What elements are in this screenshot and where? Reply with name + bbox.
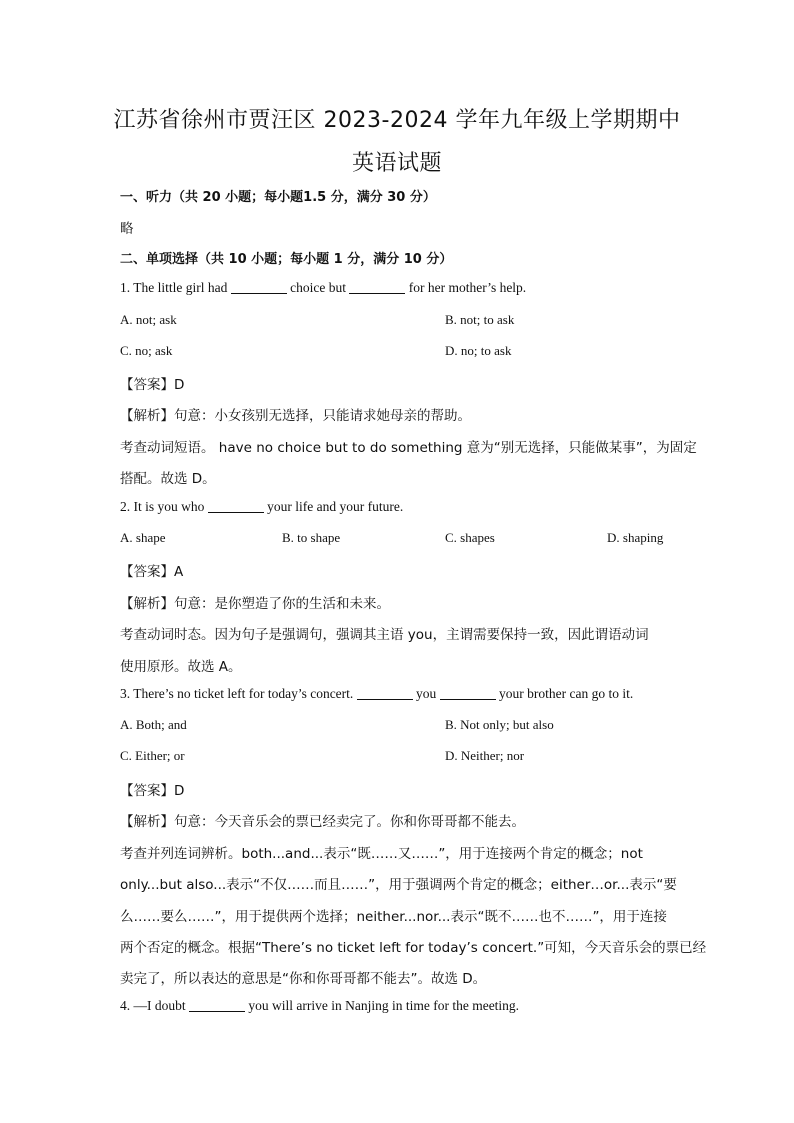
q3-analysis-line5: 两个否定的概念。根据“There’s no ticket left for today’s concert.”可知，今天音乐会的票已经 bbox=[120, 940, 707, 956]
q3-option-d: D. Neither; nor bbox=[445, 748, 525, 763]
q2-option-c: C. shapes bbox=[445, 530, 495, 545]
q2-analysis-line2: 考查动词时态。因为句子是强调句，强调其主语 you，主谓需要保持一致，因此谓语动词 bbox=[120, 627, 649, 643]
q3-stem-part-b: you bbox=[416, 686, 437, 701]
q2-option-a: A. shape bbox=[120, 530, 166, 545]
answer-blank bbox=[231, 281, 287, 294]
q3-option-a: A. Both; and bbox=[120, 717, 187, 732]
q3-analysis-line6: 卖完了，所以表达的意思是“你和你哥哥都不能去”。故选 D。 bbox=[120, 971, 487, 987]
q2-stem-part-a: 2. It is you who bbox=[120, 499, 205, 514]
section1-heading: 一、听力（共 20 小题；每小题1.5 分，满分 30 分） bbox=[120, 190, 436, 205]
answer-blank bbox=[440, 687, 496, 700]
q3-stem-part-a: 3. There’s no ticket left for today’s concert. bbox=[120, 686, 354, 701]
section2-heading: 二、单项选择（共 10 小题；每小题 1 分，满分 10 分） bbox=[120, 252, 453, 267]
q3-answer: 【答案】D bbox=[120, 783, 185, 799]
q3-analysis-line2: 考查并列连词辨析。both...and...表示“既……又……”，用于连接两个肯定的概念；not bbox=[120, 846, 643, 862]
q2-stem-part-b: your life and your future. bbox=[267, 499, 404, 514]
q1-stem-part-a: 1. The little girl had bbox=[120, 280, 228, 295]
answer-blank bbox=[357, 687, 413, 700]
q2-answer: 【答案】A bbox=[120, 564, 184, 580]
q2-analysis-line1: 【解析】句意：是你塑造了你的生活和未来。 bbox=[120, 596, 390, 612]
q1-option-d: D. no; to ask bbox=[445, 343, 512, 358]
q4-stem-part-a: 4. —I doubt bbox=[120, 998, 186, 1013]
q1-option-c: C. no; ask bbox=[120, 343, 173, 358]
q3-stem-part-c: your brother can go to it. bbox=[499, 686, 634, 701]
q1-stem-part-c: for her mother’s help. bbox=[408, 280, 527, 295]
q1-option-b: B. not; to ask bbox=[445, 312, 515, 327]
q1-analysis-line2: 考查动词短语。 have no choice but to do something 意为“别无选择，只能做某事”，为固定 bbox=[120, 440, 697, 456]
exam-title-line1: 江苏省徐州市贾汪区 2023-2024 学年九年级上学期期中 bbox=[113, 108, 681, 133]
answer-blank bbox=[208, 500, 264, 513]
q3-option-b: B. Not only; but also bbox=[445, 717, 554, 732]
question-4-stem bbox=[120, 998, 519, 1014]
section1-note: 略 bbox=[120, 221, 134, 237]
q3-option-c: C. Either; or bbox=[120, 748, 185, 763]
answer-blank bbox=[189, 999, 245, 1012]
q2-option-b: B. to shape bbox=[282, 530, 341, 545]
question-2-stem bbox=[120, 499, 403, 515]
q1-option-a: A. not; ask bbox=[120, 312, 177, 327]
q3-analysis-line3: only...but also...表示“不仅……而且……”，用于强调两个肯定的概念；either…or...表示“要 bbox=[120, 877, 677, 893]
q4-stem-part-b: you will arrive in Nanjing in time for the meeting. bbox=[248, 998, 520, 1013]
q3-analysis-line4: 么……要么……”，用于提供两个选择；neither...nor...表示“既不……也不……”，用于连接 bbox=[120, 909, 667, 925]
q1-analysis-line1: 【解析】句意：小女孩别无选择，只能请求她母亲的帮助。 bbox=[120, 408, 471, 424]
answer-blank bbox=[349, 281, 405, 294]
q2-analysis-line3: 使用原形。故选 A。 bbox=[120, 659, 242, 675]
q1-answer: 【答案】D bbox=[120, 377, 185, 393]
q1-analysis-line3: 搭配。故选 D。 bbox=[120, 471, 216, 487]
q2-option-d: D. shaping bbox=[607, 530, 664, 545]
question-1-stem bbox=[120, 280, 526, 296]
q3-analysis-line1: 【解析】句意：今天音乐会的票已经卖完了。你和你哥哥都不能去。 bbox=[120, 814, 525, 830]
q1-stem-part-b: choice but bbox=[290, 280, 346, 295]
exam-title-line2: 英语试题 bbox=[351, 151, 442, 176]
question-3-stem bbox=[120, 686, 633, 702]
